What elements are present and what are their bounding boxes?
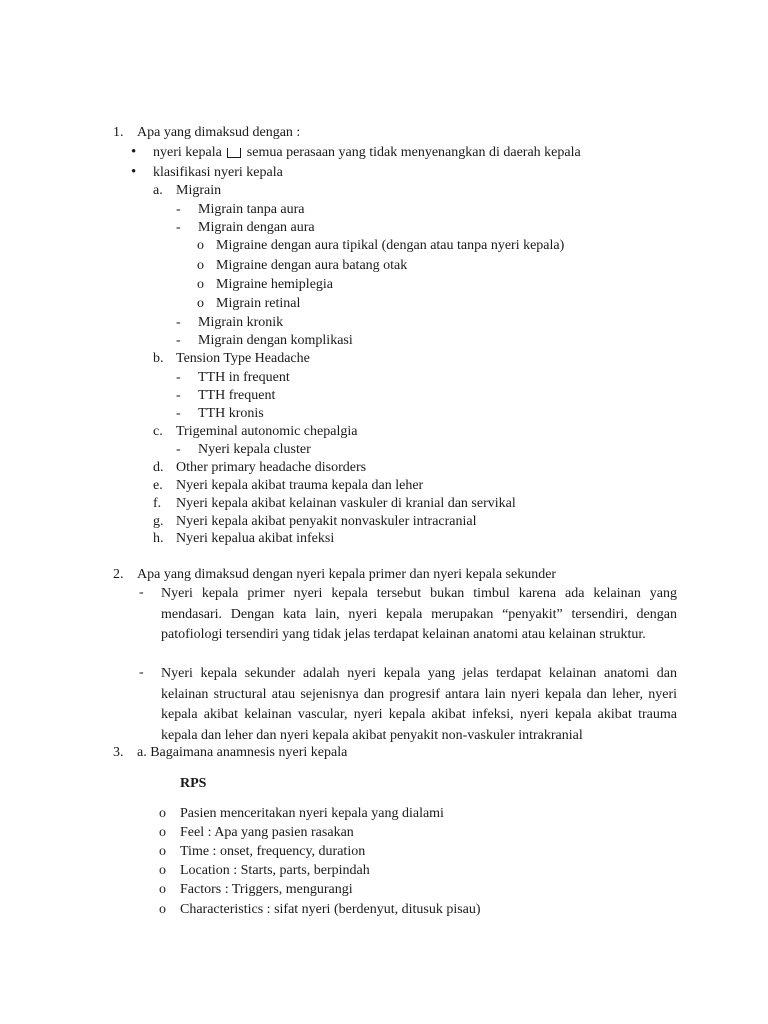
class-marker: d.	[153, 460, 164, 475]
circle-marker: o	[197, 238, 204, 253]
aura-subtype: Migraine hemiplegia	[216, 277, 334, 292]
class-item: Trigeminal autonomic chepalgia	[176, 424, 358, 439]
circle-marker: o	[159, 806, 166, 821]
rps-item: Pasien menceritakan nyeri kepala yang dialami	[180, 806, 444, 821]
rps-item: Time : onset, frequency, duration	[180, 844, 366, 859]
item-2-marker: 2.	[113, 567, 124, 582]
circle-marker: o	[159, 902, 166, 917]
item-2-question: Apa yang dimaksud dengan nyeri kepala primer dan nyeri kepala sekunder	[137, 567, 557, 582]
dash-marker: -	[176, 202, 181, 217]
class-item: Nyeri kepalua akibat infeksi	[176, 531, 335, 546]
class-item: Other primary headache disorders	[176, 460, 367, 475]
migrain-subtype: Migrain kronik	[198, 315, 284, 330]
dash-marker: -	[176, 406, 181, 421]
rps-item: Characteristics : sifat nyeri (berdenyut, ditusuk pisau)	[180, 902, 481, 917]
item-3-question: a. Bagaimana anamnesis nyeri kepala	[137, 745, 348, 760]
class-marker: b.	[153, 351, 164, 366]
aura-subtype: Migraine dengan aura batang otak	[216, 258, 408, 273]
tth-subtype: TTH in frequent	[198, 370, 290, 385]
class-item: Migrain	[176, 183, 222, 198]
migrain-subtype: Migrain dengan komplikasi	[198, 333, 353, 348]
bullet-marker: •	[131, 144, 137, 160]
definition-line	[153, 144, 581, 162]
item-1-question: Apa yang dimaksud dengan :	[137, 125, 301, 140]
bullet-marker: •	[131, 164, 137, 180]
class-item: Nyeri kepala akibat penyakit nonvaskuler intracranial	[176, 514, 477, 529]
circle-marker: o	[197, 296, 204, 311]
circle-marker: o	[159, 863, 166, 878]
definition-term: nyeri kepala	[153, 145, 222, 160]
rps-item: Factors : Triggers, mengurangi	[180, 882, 353, 897]
equals-symbol-icon	[227, 148, 241, 158]
class-item: Nyeri kepala akibat trauma kepala dan leher	[176, 478, 424, 493]
dash-marker: -	[139, 585, 144, 600]
circle-marker: o	[159, 825, 166, 840]
dash-marker: -	[176, 442, 181, 457]
class-marker: h.	[153, 531, 164, 546]
tth-subtype: TTH frequent	[198, 388, 276, 403]
class-item: Nyeri kepala akibat kelainan vaskuler di kranial dan servikal	[176, 496, 516, 511]
class-marker: g.	[153, 514, 164, 529]
class-marker: f.	[153, 496, 162, 511]
primary-headache-paragraph: Nyeri kepala primer nyeri kepala tersebut bukan timbul karena ada kelainan yang mendasari. Dengan kata lain, nyeri kepala merupakan “penyakit” tersendiri, dengan patofiologi tersendiri yang tidak jelas terdapat kelainan anatomi atau kelainan struktur.	[161, 586, 677, 643]
secondary-headache-paragraph: Nyeri kepala sekunder adalah nyeri kepala yang jelas terdapat kelainan anatomi dan kelainan structural atau sejenisnya dan progresif antara lain nyeri kepala dan leher, nyeri kepala akibat kelainan vascular, nyeri kepala akibat infeksi, nyeri kepala akibat trauma kepala dan leher dan nyeri kepala akibat penyakit non-vaskuler intrakranial	[161, 666, 677, 743]
circle-marker: o	[159, 844, 166, 859]
dash-marker: -	[176, 315, 181, 330]
dash-marker: -	[176, 333, 181, 348]
tth-subtype: TTH kronis	[198, 406, 264, 421]
item-3-marker: 3.	[113, 745, 124, 760]
rps-item: Location : Starts, parts, berpindah	[180, 863, 370, 878]
class-marker: c.	[153, 424, 163, 439]
tac-subtype: Nyeri kepala cluster	[198, 442, 311, 457]
classification-heading: klasifikasi nyeri kepala	[153, 165, 283, 180]
rps-item: Feel : Apa yang pasien rasakan	[180, 825, 354, 840]
circle-marker: o	[197, 277, 204, 292]
dash-marker: -	[139, 665, 144, 680]
class-item: Tension Type Headache	[176, 351, 310, 366]
migrain-subtype: Migrain dengan aura	[198, 220, 315, 235]
dash-marker: -	[176, 370, 181, 385]
circle-marker: o	[197, 258, 204, 273]
aura-subtype: Migrain retinal	[216, 296, 301, 311]
definition-text: semua perasaan yang tidak menyenangkan di daerah kepala	[246, 145, 581, 160]
dash-marker: -	[176, 220, 181, 235]
rps-heading: RPS	[180, 776, 207, 791]
item-1-marker: 1.	[113, 125, 124, 140]
circle-marker: o	[159, 882, 166, 897]
class-marker: e.	[153, 478, 163, 493]
migrain-subtype: Migrain tanpa aura	[198, 202, 305, 217]
aura-subtype: Migraine dengan aura tipikal (dengan atau tanpa nyeri kepala)	[216, 238, 565, 253]
dash-marker: -	[176, 388, 181, 403]
class-marker: a.	[153, 183, 163, 198]
